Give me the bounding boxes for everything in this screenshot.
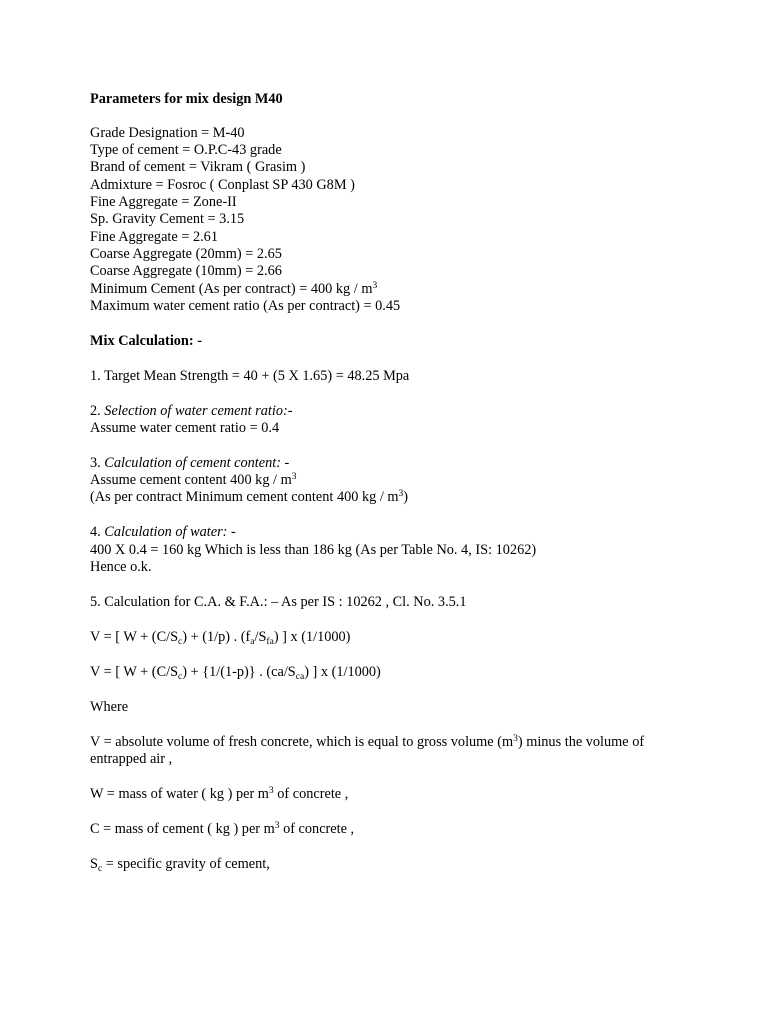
param-coarse-20mm: Coarse Aggregate (20mm) = 2.65 <box>90 246 282 262</box>
step-wc-ratio-title: 2. Selection of water cement ratio:- <box>90 403 293 419</box>
param-min-cement: Minimum Cement (As per contract) = 400 kg / $m^3$ <box>90 281 378 297</box>
param-fine-aggregate-sg: Fine Aggregate = 2.61 <box>90 229 218 245</box>
step-cement-content-title: 3. Calculation of cement content: - <box>90 455 290 471</box>
document-heading: Parameters for mix design M40 <box>90 91 283 107</box>
step-water-calc: 400 X 0.4 = 160 kg Which is less than 186 kg (As per Table No. 4, IS: 10262) <box>90 542 537 558</box>
equation-fine-aggregate: V = [ $W + (C/S_c) + (1/p)$ . $(f_a/S_{fa})$ ] x (1/1000) <box>90 629 351 647</box>
definition-c: C = mass of cement ( kg ) per $m^3$ of concrete , <box>90 821 355 837</box>
definition-v-continued: entrapped air , <box>90 751 173 767</box>
param-max-wc-ratio: Maximum water cement ratio (As per contract) = 0.45 <box>90 298 401 314</box>
definition-w: W = mass of water ( kg ) per $m^3$ of concrete , <box>90 786 349 802</box>
mix-calculation-heading: Mix Calculation: - <box>90 333 202 349</box>
step-water-result: Hence o.k. <box>90 559 152 575</box>
step-cement-content-assume: Assume cement content 400 kg / $m^3$ <box>90 472 297 488</box>
definition-sc: $S_c$ = specific gravity of cement, <box>90 856 270 874</box>
param-fine-aggregate-zone: Fine Aggregate = Zone-II <box>90 194 237 210</box>
equation-coarse-aggregate: V = [ $W + (C/S_c) + \{1/(1-p)\}$ . $(ca/S_{ca})$ ] x (1/1000) <box>90 664 381 682</box>
where-label: Where <box>90 699 129 715</box>
param-admixture: Admixture = Fosroc ( Conplast SP 430 G8M ) <box>90 177 355 193</box>
step-wc-ratio-value: Assume water cement ratio = 0.4 <box>90 420 280 436</box>
step-cement-content-note: (As per contract Minimum cement content 400 kg / $m^3$) <box>90 489 409 505</box>
step-target-mean-strength: 1. Target Mean Strength = 40 + (5 X 1.65) = 48.25 Mpa <box>90 368 410 384</box>
param-sg-cement: Sp. Gravity Cement = 3.15 <box>90 211 245 227</box>
param-cement-type: Type of cement = O.P.C-43 grade <box>90 142 282 158</box>
param-cement-brand: Brand of cement = Vikram ( Grasim ) <box>90 159 306 175</box>
step-aggregate-title: 5. Calculation for C.A. & F.A.: – As per IS : 10262 , Cl. No. 3.5.1 <box>90 594 467 610</box>
param-coarse-10mm: Coarse Aggregate (10mm) = 2.66 <box>90 263 282 279</box>
step-water-title: 4. Calculation of water: - <box>90 524 236 540</box>
definition-v: V = absolute volume of fresh concrete, which is equal to gross volume $(m^3)$ minus the volume of <box>90 734 645 750</box>
param-grade: Grade Designation = M-40 <box>90 125 245 141</box>
